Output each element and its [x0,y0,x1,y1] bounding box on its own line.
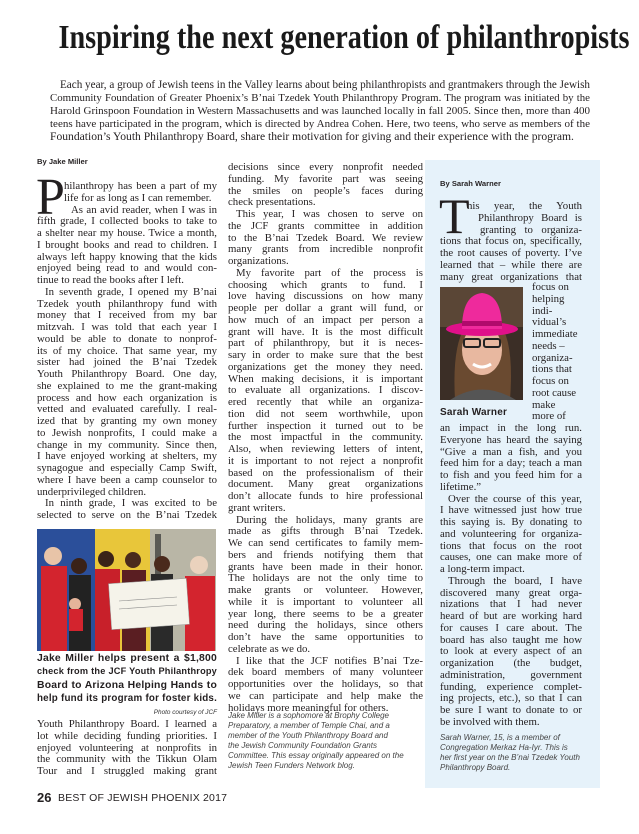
paragraph-line: the smiles on people’s faces during [228,184,423,197]
paragraph-line: based on the professionalism of their [228,466,423,479]
paragraph-line: “Give a man a fish, and you [440,445,582,458]
paragraph-line: When making decisions, it is important [228,372,423,385]
paragraph-line: Tzedek youth philanthropy fund with [37,297,217,310]
paragraph-line: don’t allocate funds to hire professional [228,490,423,502]
bio-line: Congregation Merkaz Ha-Iyr. This is [440,743,568,752]
paragraph-line: decisions since every nonprofit needed [228,161,423,173]
paragraph-line: Also, when reviewing letters of intent, [228,443,423,455]
paragraph-line: hilanthropy has been a part of my [64,180,217,192]
paragraph-line: heard of but are working hard [440,610,582,622]
wrap-line: indi- [532,304,553,317]
paragraph-line: board has also taught me how [440,633,582,646]
wrap-line: root cause [532,386,577,399]
oversized-check [108,578,189,629]
jake-drop-cap: P [36,169,65,226]
paragraph-line: sister had joined the B’nai Tzedek [37,356,217,369]
jake-column-1 [37,181,217,522]
paragraph-line: love having discussions on how many [228,290,423,303]
wrap-line: focus on [532,375,569,387]
paragraph-line: As an avid reader, when I was in [71,203,217,216]
paragraph-line: sary in order to make sure that the best [228,349,423,361]
paragraph-line: causes, one can make more of [440,551,582,564]
paragraph-line: funding. My favorite part was seeing [228,172,423,185]
paragraph-line: celebrate as we do. [228,642,311,655]
sarah-bio [440,733,590,773]
paragraph-line: I brought books and read to children. I [37,238,217,251]
paragraph-line: and volunteering for organiza- [440,527,582,540]
paragraph-line: need during the holidays, since others [228,619,423,632]
paragraph-line: be involved with them. [440,715,540,728]
paragraph-line: this saying is. By donating to [440,516,582,528]
paragraph-line: to look at every aspect of an [440,645,582,658]
paragraph-line: lifetime.” [440,480,482,493]
paragraph-line: money that I received from my bar [37,309,217,322]
paragraph-line: change in my community. Since then, [37,438,217,451]
paragraph-line: a long-term impact. [440,563,525,575]
sarah-body-text [440,423,582,729]
bio-line: Jake Miller is a sophomore at Brophy College [228,711,389,720]
paragraph-line: nizations that I had never [440,598,582,611]
sarah-intro-text [440,201,582,283]
paragraph-line: feed him for a day; teach a man [440,457,582,470]
paragraph-line: many great organizations that [440,270,582,283]
caption-line: check from the JCF Youth Philanthropy [37,666,217,677]
intro-line: Community Foundation of Greater Phoenix’s B’nai Tzedek Youth Philanthropy Program. The program was initiated by the [50,91,590,104]
paragraph-line: the most impactful in the community. [228,431,423,444]
intro-paragraph [50,79,590,144]
paragraph-line: check presentations. [228,196,316,209]
paragraph-line: In seventh grade, I opened my B’nai [45,285,217,298]
bio-line: Jewish Teen Funders Network blog. [228,761,355,770]
intro-line: Foundation’s Youth Philanthropy Board, share their motivation for giving and their experience with the program. [50,129,574,143]
paragraph-line: made as gifts through B’nai Tzedek. [228,525,423,538]
paragraph-line: tion did not seem worthwhile, upon [228,407,423,420]
paragraph-line: underprivileged children. [37,485,147,498]
paragraph-line: many grants from incredible nonprofit [228,243,423,256]
sarah-photo-caption: Sarah Warner [440,407,508,418]
paragraph-line: she explained to me the grant-making [37,379,217,392]
paragraph-line: choosing which grants to fund. I [228,278,423,291]
wrap-line: tions that [532,363,572,376]
paragraph-line: My favorite part of the process is [236,266,423,279]
paragraph-line: Everyone has heard the saying [440,433,582,446]
wrap-line: vidual’s [532,316,567,329]
paragraph-line: make grants or volunteer. However, [228,584,423,596]
jake-bio [228,711,423,771]
paragraph-line: fifth grade, I collected books to take to [37,215,217,228]
bio-line: the Jewish Community Foundation Grants [228,741,377,750]
caption-line: Board to Arizona Helping Hands to [37,679,217,691]
paragraph-line: to evaluate all organizations. I discov- [228,384,423,397]
paragraph-line: the root causes of poverty. I’ve [440,247,582,259]
caption-line: help fund its program for foster kids. [37,693,217,705]
paragraph-line: tinue to read the books after I left. [37,274,184,286]
wrap-line: immediate [532,328,578,340]
paragraph-line: Youth Philanthropy Board. One day, [37,368,217,380]
paragraph-line: The holidays are not the only time to [228,572,423,585]
paragraph-line: be sure I want to donate to or [440,704,582,716]
paragraph-line: a shelter near my house. Twice a month, [37,227,217,239]
jake-byline: By Jake Miller [37,157,88,166]
intro-line: Harold Grinspoon Foundation in Western Massachusetts and was launched locally in fall 2005. Since then, more than 400 [50,104,590,117]
paragraph-line: learned that – while there are [440,258,582,271]
wrap-line: more of [532,410,566,423]
paragraph-line: ized that by granting my own money [37,415,217,427]
sarah-portrait-image [440,287,523,400]
paragraph-line: his year, the Youth [467,200,582,212]
paragraph-line: grant writers. [228,501,286,514]
paragraph-line: ing projects, etc.), so that I can [440,692,582,705]
paragraph-line: process and how each organization is [37,391,217,404]
paragraph-line: don’t have the same opportunities to [228,631,423,643]
paragraph-line: I have witnessed just how true [440,504,582,517]
paragraph-line: organizations. [228,255,289,267]
bio-line: Sarah Warner, 15, is a member of [440,733,560,742]
caption-line: Jake Miller helps present a $1,800 [37,653,217,664]
paragraph-line: Tour and I struggled making grant [37,765,217,777]
paragraph-line: During the holidays, many grants are [236,513,423,526]
paragraph-line: I like that the JCF notifies B’nai Tze- [236,654,423,667]
paragraph-line: Youth Philanthropy Board. I learned a [37,718,217,730]
paragraph-line: where I have been a camp counselor to [37,473,217,486]
paragraph-line: grants have been made in their honor. [228,560,423,573]
sarah-warner-photo [440,287,523,400]
bio-line: Preparatory, a member of Temple Chai, and a [228,721,390,730]
paragraph-line: would be able to donate to nonprof- [37,332,217,345]
paragraph-line: We can send certificates to family mem- [228,537,423,549]
paragraph-line: the JCF grants committee in addition [228,219,423,232]
paragraph-line: In ninth grade, I was excited to be [45,497,217,510]
publication-name: BEST OF JEWISH PHOENIX 2017 [58,792,228,804]
paragraph-line: we can participate and help make the [228,689,423,702]
wrap-line: needs – [532,339,565,352]
paragraph-line: lot while deciding funding priorities. I [37,729,217,742]
paragraph-line: tions that focus on the root [440,539,582,552]
paragraph-line: enjoyed being read to and would con- [37,262,217,275]
sarah-wrap-text [532,282,584,423]
photo-caption [37,652,217,706]
paragraph-line: bers and friends notifying them that [228,548,423,561]
paragraph-line: to Jewish nonprofits, I could make a [37,426,217,439]
paragraph-line: for causes I care about. The [440,621,582,634]
intro-line: teens have participated in the program, which is directed by Andrea Cohen. Here, two teens, who serve as members of the [50,117,590,130]
jake-column-1-continued [37,719,217,778]
paragraph-line: Philanthropy Board is [478,211,582,224]
paragraph-line: synagogue and especially Camp Swift, [37,462,217,474]
paragraph-line: I have enjoyed working at shelters, my [37,450,217,463]
paragraph-line: mitzvah. I was told that each year I [37,321,217,333]
sarah-byline: By Sarah Warner [440,179,501,188]
intro-line: Each year, a group of Jewish teens in the Valley learns about being philanthropists and grantmakers through the Jewish [60,79,590,91]
paragraph-line: life for as long as I can remember. [64,191,212,204]
paragraph-line: Through the board, I have [448,574,582,587]
paragraph-line: tions that focus on, specifically, [440,235,582,248]
paragraph-line: to the B’nai Tzedek Board. We review [228,231,423,244]
paragraph-line: organization (the budget, [440,657,582,669]
page-title-text: Inspiring the next generation of philanthropists [58,19,630,56]
paragraph-line: granting to organiza- [480,223,582,236]
paragraph-line: funding, experience complet- [440,680,582,693]
paragraph-line: ered recently that while an organiza- [228,396,423,408]
wrap-line: helping [532,292,565,305]
bio-line: member of the Youth Philanthropy Board and [228,731,388,740]
paragraph-line: year long, there seems to be a greater [228,607,423,620]
check-presentation-photo [37,529,216,651]
paragraph-line: it is important to not reject a nonprofit [228,454,423,467]
paragraph-line: grant will have. It is the most difficult [228,325,423,338]
page-title [0,16,639,60]
paragraph-line: enjoyed volunteering at nonprofits in [37,741,217,754]
paragraph-line: dek board members of many volunteer [228,666,423,679]
paragraph-line: opportunities over the holidays, so that [228,678,423,690]
jake-column-2 [228,162,423,714]
photo-credit: Photo courtesy of JCF [153,709,217,716]
paragraph-line: further inspection it turned out to be [228,419,423,432]
paragraph-line: administration, government [440,668,582,681]
paragraph-line: while it is important to volunteer all [228,595,423,608]
paragraph-line: an impact in the long run. [440,422,582,434]
paragraph-line: discovered many great orga- [440,586,582,599]
wrap-line: make [532,398,556,411]
paragraph-line: part of philanthropy, but it is neces- [228,337,423,350]
paragraph-line: Over the course of this year, [448,492,582,505]
bio-line: Committee. This essay originally appeared on the [228,751,404,760]
bio-line: Philanthropy Board. [440,763,511,772]
bio-line: her first year on the B’nai Tzedek Youth [440,753,580,762]
paragraph-line: This year, I was chosen to serve on [236,208,423,220]
wrap-line: organiza- [532,351,573,364]
wrap-line: focus on [532,281,569,293]
paragraph-line: document. Many great organizations [228,478,423,491]
paragraph-line: selected to serve on the B’nai Tzedek [37,509,217,521]
paragraph-line: always left happy knowing that the kids [37,250,217,263]
paragraph-line: its of my choice. That same year, my [37,344,217,357]
paragraph-line: the community with the Tikkun Olam [37,753,217,766]
paragraph-line: vetted and evaluated carefully. I real- [37,403,217,416]
check-presentation-image [37,529,216,651]
paragraph-line: organizations get the money they need. [228,360,423,373]
sarah-drop-cap: T [439,188,470,244]
paragraph-line: how much of an impact per person a [228,313,423,326]
page-number: 26 [37,790,52,805]
paragraph-line: holidays more meaningful for others. [228,701,389,714]
paragraph-line: people per dollar a grant will fund, or [228,302,423,314]
paragraph-line: to fish and you feed him for a [440,469,582,481]
